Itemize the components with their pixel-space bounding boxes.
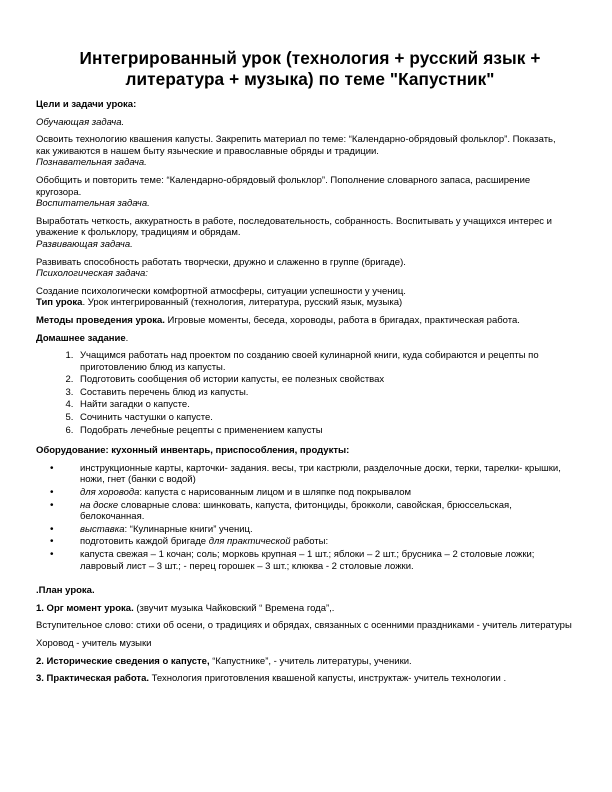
plan-step-2-label: 2. Исторические сведения о капусте, [36, 655, 210, 667]
equipment-item-text: : капуста с нарисованным лицом и в шляпке под покрывалом [139, 487, 412, 499]
methods-text: Игровые моменты, беседа, хороводы, работа в бригадах, практическая работа. [164, 314, 520, 326]
equipment-list [36, 463, 572, 572]
homework-item: 6. Подобрать лечебные рецепты с применением капусты [76, 425, 572, 437]
equipment-item [76, 524, 572, 536]
methods-label: Методы проведения урока. [36, 314, 165, 326]
plan-step-1-label: 1. Орг момент урока. [36, 602, 134, 614]
homework-item: 3. Составить перечень блюд из капусты. [76, 387, 572, 399]
upbr-task-text: Выработать четкость, аккуратность в работе, последовательность, собранность. Воспитывать у учащихся интерес и уважение к фольклору, традициям и обрядам. [36, 215, 552, 239]
homework-heading-dot: . [125, 332, 129, 344]
plan-heading: .План урока. [36, 585, 95, 597]
plan-step-1 [36, 603, 572, 615]
equipment-item [76, 487, 572, 499]
document-title [48, 48, 572, 90]
psy-task-label: Психологическая задача: [36, 268, 148, 280]
equipment-item-emphasis: для практической [208, 536, 291, 548]
equipment-item: • капуста свежая – 1 кочан; соль; морковь крупная – 1 шт.; яблоки – 2 шт.; брусника – 2 столовые ложки; лавровый лист – 3 шт.; - перец горошек – 3 шт.; клюква - 2 столовые ложки. [76, 549, 572, 572]
plan-step-3 [36, 673, 572, 685]
lesson-type [36, 297, 572, 309]
edu-task-label: Обучающая задача. [36, 116, 125, 128]
cog-task-text: Обобщить и повторить теме: “Календарно-обрядовый фольклор”. Пополнение словарного запаса, расширение кругозора. [36, 174, 531, 198]
lesson-type-text: . Урок интегрированный (технология, литература, русский язык, музыка) [82, 297, 403, 309]
plan-step-2 [36, 656, 572, 668]
homework-heading [36, 333, 572, 345]
equipment-item-text: работы: [290, 536, 329, 548]
equipment-item [76, 500, 572, 523]
equipment-item-text: словарные слова: шинковать, капуста, фитонциды, брокколи, савойская, брюссельская, белокочанная. [80, 499, 512, 523]
homework-item: 4. Найти загадки о капусте. [76, 399, 572, 411]
edu-task-text: Освоить технологию квашения капусты. Закрепить материал по теме: “Календарно-обрядовый фольклор”. Показать, как уживаются в нашем быту языческие и православные обряды и традиции. [36, 134, 556, 157]
equipment-item [76, 536, 572, 548]
document-body [36, 99, 572, 685]
equipment-item-text: : “Кулинарные книги” учениц. [124, 523, 253, 535]
equipment-item-emphasis: на доске [80, 499, 119, 511]
goals-heading: Цели и задачи урока: [36, 99, 137, 110]
homework-item: 2. Подготовить сообщения об истории капусты, ее полезных свойствах [76, 374, 572, 386]
equipment-item-emphasis: выставка [80, 523, 125, 535]
title-line-2: литература + музыка) по теме "Капустник" [125, 69, 495, 89]
equipment-item-text: подготовить каждой бригаде [80, 536, 209, 548]
upbr-task-label: Воспитательная задача. [36, 198, 150, 210]
dance-text: Хоровод - учитель музыки [36, 637, 152, 649]
homework-item: 1. Учащимся работать над проектом по созданию своей кулинарной книги, куда собираются и рецепты по приготовлению блюд из капусты. [76, 350, 572, 373]
plan-step-1-text: (звучит музыка Чайковский “ Времена года”,. [133, 602, 335, 614]
equipment-heading: Оборудование: кухонный инвентарь, приспособления, продукты: [36, 445, 350, 457]
homework-item: 5. Сочинить частушки о капусте. [76, 412, 572, 424]
lesson-type-label: Тип урока [36, 297, 83, 309]
title-line-1: Интегрированный урок (технология + русский язык + [79, 48, 541, 68]
plan-step-3-text: Технология приготовления квашеной капусты, инструктаж- учитель технологии . [149, 673, 507, 685]
methods [36, 315, 572, 327]
plan-step-2-text: “Капустнике”, - учитель литературы, ученики. [209, 655, 412, 667]
equipment-item-emphasis: для хоровода [80, 487, 140, 499]
intro-text: Вступительное слово: стихи об осени, о традициях и обрядах, связанных с осенними праздниками - учитель литературы [36, 620, 572, 632]
homework-heading-text: Домашнее задание [36, 332, 126, 344]
psy-task-text: Создание психологически комфортной атмосферы, ситуации успешности у учениц. [36, 285, 406, 297]
dev-task-label: Развивающая задача. [36, 238, 133, 250]
homework-list [36, 350, 572, 436]
cog-task-label: Познавательная задача. [36, 157, 147, 169]
dev-task-text: Развивать способность работать творчески, дружно и слаженно в группе (бригаде). [36, 256, 406, 268]
equipment-item: • инструкционные карты, карточки- задания. весы, три кастрюли, разделочные доски, терки, тарелки- крышки, ножи, гнет (банки с водой) [76, 463, 572, 486]
plan-step-3-label: 3. Практическая работа. [36, 673, 149, 685]
